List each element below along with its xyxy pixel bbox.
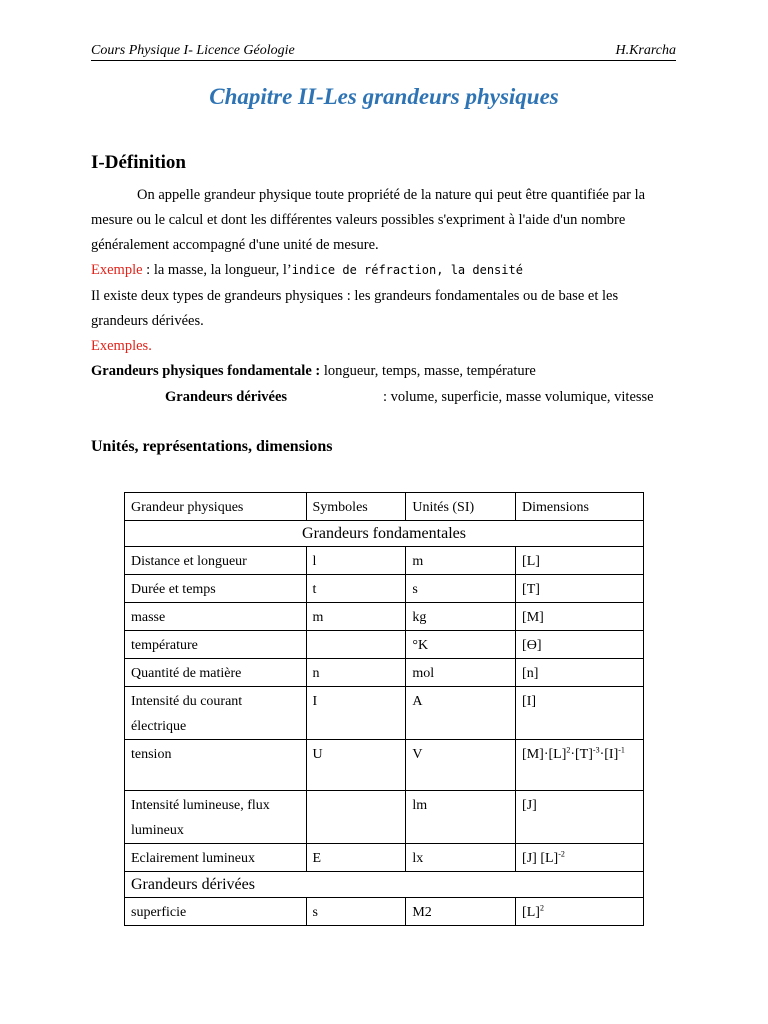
- cell-unit: kg: [406, 603, 516, 631]
- types-paragraph: Il existe deux types de grandeurs physiques : les grandeurs fondamentales ou de base et les grandeurs dérivées.: [91, 288, 619, 329]
- cell-dim: [516, 898, 644, 926]
- dim-text: ·[T]: [570, 747, 593, 762]
- dim-text: [J] [L]: [522, 851, 559, 866]
- example-text-mono: indice de réfraction, la densité: [291, 263, 523, 277]
- derivees-label: Grandeurs dérivées: [165, 389, 288, 405]
- example-colon: :: [142, 262, 154, 278]
- table-row: [125, 631, 644, 659]
- cell-dim: [J]: [516, 791, 644, 844]
- cell-symbol: [306, 631, 406, 659]
- cell-name: tension: [125, 740, 307, 791]
- section-heading-definition: I-Définition: [91, 152, 186, 173]
- cell-name: masse: [125, 603, 307, 631]
- dim-exponent: -2: [558, 849, 565, 859]
- cell-symbol: [306, 791, 406, 844]
- cell-name: température: [125, 631, 307, 659]
- section-derivees: Grandeurs dérivées: [125, 872, 644, 898]
- cell-unit: lx: [406, 844, 516, 872]
- table-section-row: [125, 521, 644, 547]
- cell-dim: [M]: [516, 603, 644, 631]
- table-row: [125, 844, 644, 872]
- table-row: [125, 575, 644, 603]
- header-course: Cours Physique I- Licence Géologie: [91, 43, 295, 58]
- table-row: [125, 898, 644, 926]
- cell-name: Eclairement lumineux: [125, 844, 307, 872]
- cell-dim: [516, 844, 644, 872]
- table-row: [125, 791, 644, 844]
- table-row: [125, 547, 644, 575]
- examples-dot: .: [148, 338, 152, 354]
- table-header-cell: Grandeur physiques: [125, 493, 307, 521]
- dim-text: [L]: [522, 905, 540, 920]
- cell-dim: [L]: [516, 547, 644, 575]
- examples-label: Exemples: [91, 338, 149, 354]
- cell-name: Distance et longueur: [125, 547, 307, 575]
- dim-text: [M]·[L]: [522, 747, 567, 762]
- cell-name: Quantité de matière: [125, 659, 307, 687]
- table-header-cell: Unités (SI): [406, 493, 516, 521]
- chapter-title: Chapitre II-Les grandeurs physiques: [209, 84, 559, 109]
- cell-symbol: I: [306, 687, 406, 740]
- table-row: [125, 603, 644, 631]
- cell-unit: V: [406, 740, 516, 791]
- table-row: [125, 687, 644, 740]
- table-row: [125, 659, 644, 687]
- example-line: [91, 258, 676, 283]
- cell-unit: m: [406, 547, 516, 575]
- cell-name: Intensité lumineuse, flux lumineux: [125, 791, 307, 844]
- section-fondamentales: Grandeurs fondamentales: [125, 521, 644, 547]
- cell-symbol: E: [306, 844, 406, 872]
- derivees-line: [165, 385, 287, 410]
- cell-name: Intensité du courant électrique: [125, 687, 307, 740]
- cell-name: superficie: [125, 898, 307, 926]
- cell-dim: [ϴ]: [516, 631, 644, 659]
- table-row: [125, 740, 644, 791]
- cell-symbol: n: [306, 659, 406, 687]
- cell-symbol: U: [306, 740, 406, 791]
- cell-unit: °K: [406, 631, 516, 659]
- cell-dim: [T]: [516, 575, 644, 603]
- header-rule: [91, 60, 676, 61]
- examples-line: [91, 334, 152, 359]
- cell-unit: M2: [406, 898, 516, 926]
- section-heading-units: Unités, représentations, dimensions: [91, 438, 333, 455]
- units-table: [124, 492, 644, 926]
- table-header-cell: Dimensions: [516, 493, 644, 521]
- fondamentales-line: [91, 359, 676, 384]
- cell-unit: mol: [406, 659, 516, 687]
- cell-symbol: t: [306, 575, 406, 603]
- cell-unit: A: [406, 687, 516, 740]
- derivees-text: : volume, superficie, masse volumique, vitesse: [383, 389, 654, 405]
- dim-exponent: -1: [618, 745, 625, 755]
- cell-dim: [I]: [516, 687, 644, 740]
- dim-exponent: 2: [539, 903, 544, 913]
- dim-exponent: 2: [566, 745, 571, 755]
- fondamentales-label: Grandeurs physiques fondamentale :: [91, 363, 321, 379]
- dim-exponent: -3: [592, 745, 600, 755]
- cell-dim: [516, 740, 644, 791]
- table-header-cell: Symboles: [306, 493, 406, 521]
- example-text: la masse, la longueur, l’: [153, 262, 292, 278]
- cell-symbol: m: [306, 603, 406, 631]
- table-section-row: [125, 872, 644, 898]
- cell-symbol: s: [306, 898, 406, 926]
- cell-name: Durée et temps: [125, 575, 307, 603]
- table-header-row: [125, 493, 644, 521]
- example-label: Exemple: [91, 262, 143, 278]
- cell-dim: [n]: [516, 659, 644, 687]
- definition-paragraph: On appelle grandeur physique toute propriété de la nature qui peut être quantifiée par la mesure ou le calcul et dont les différentes valeurs possibles s'expriment à l'aide d'un nombre généralement accompagné d'une unité de mesure.: [91, 187, 646, 253]
- cell-unit: lm: [406, 791, 516, 844]
- fondamentales-text: longueur, temps, masse, température: [320, 363, 536, 379]
- cell-unit: s: [406, 575, 516, 603]
- dim-text: ·[I]: [599, 747, 619, 762]
- cell-symbol: l: [306, 547, 406, 575]
- header-author: H.Krarcha: [615, 43, 676, 58]
